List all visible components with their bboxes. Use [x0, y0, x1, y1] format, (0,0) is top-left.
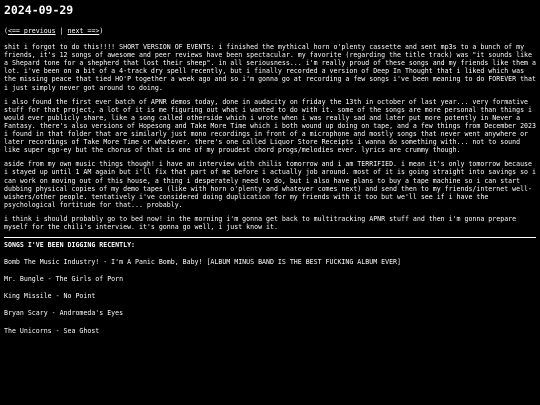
song-item: Mr. Bungle - The Girls of Porn: [4, 275, 124, 284]
song-item: The Unicorns - Sea Ghost: [4, 326, 100, 335]
song-item: Bomb The Music Industry! - I'm A Panic Bomb, Baby! [ALBUM MINUS BAND IS THE BEST FUCKING ALBUM EVER]: [4, 258, 401, 267]
nav-open-paren: (: [4, 27, 8, 35]
post-paragraph-1: shit i forgot to do this!!!! SHORT VERSION OF EVENTS: i finished the mythical horn o'plenty cassette and sent mp3s to a bunch of my friends, it's 12 songs of awesome and peer reviews have been spectacular. my favorite (regarding the title track) was "it sounds like a Shepard tone for a shepherd that lost their sheep". in all seriousness... i'm really proud of these songs and my friends like them a lot. i've been on a bit of a 4-track dry spell recently, but i finally recorded a version of Deep In Thought that i liked which was the missing peace that tied HO'P together a week ago and so i'm gonna go at recording a few songs i've been meaning to do FOREVER that i just simply never got around to doing.: [4, 43, 536, 92]
next-link[interactable]: next ==>: [67, 27, 100, 35]
nav-close-paren: ): [99, 27, 104, 35]
post-navigation: [4, 27, 536, 35]
song-item: Bryan Scary - Andromeda's Eyes: [4, 309, 124, 318]
post-paragraph-3: aside from my own music things though! i have an interview with chilis tomorrow and i am TERRIFIED. i mean it's only tomorrow because i stayed up until 1 AM again but i'll fix that part of me before i actually job around. most of it is going straight into savings so i can work on moving out of this house, a thing i desperately need to do, but i also have plans to buy a tape machine so i can start dubbing physical copies of my demo tapes (like with horn o'plenty and whatever comes next) and send then to my friends/internet well-wishers/other people. tentatively i've considered doing duplication for my friends with it too but we'll see if i have the psychological fortitude for that... probably.: [4, 160, 536, 209]
song-item: King Missile - No Point: [4, 292, 96, 301]
nav-separator: |: [55, 27, 68, 35]
post-paragraph-4: i think i should probably go to bed now! in the morning i'm gonna get back to multitracking APNR stuff and then i'm gonna prepare myself for the chili's interview. it's gonna go well, i just know it.: [4, 214, 517, 231]
section-divider: [4, 237, 536, 238]
post-paragraph-2: i also found the first ever batch of APNR demos today, done in audacity on friday the 13th in october of last year... very formative stuff for that project, a lot of it is me figuring out what i wanted to do with it. some of the songs are more personal than things i would ever publicly share, like a song called otherside which i wrote when i was really sad and later put more potently in Never a Fantasy. there's also versions of Hopesong and Take More Time which i both wound up doing on tape, and a few things from December 2023 i found in that folder that are similarly just mono recordings in front of a microphone and mostly songs that never went anywhere or later recordings of Take More Time or whatever. there's one called Liquor Store Receipts i wanna do something with... not to sound like super ego-ey but the chorus of that is one of my proudest chord progs/melodies ever. lyrics are crummy though.: [4, 97, 536, 155]
post-date: 2024-09-29: [4, 3, 74, 17]
songs-heading: SONGS I'VE BEEN DIGGING RECENTLY:: [4, 241, 136, 250]
previous-link[interactable]: <== previous: [7, 27, 56, 35]
